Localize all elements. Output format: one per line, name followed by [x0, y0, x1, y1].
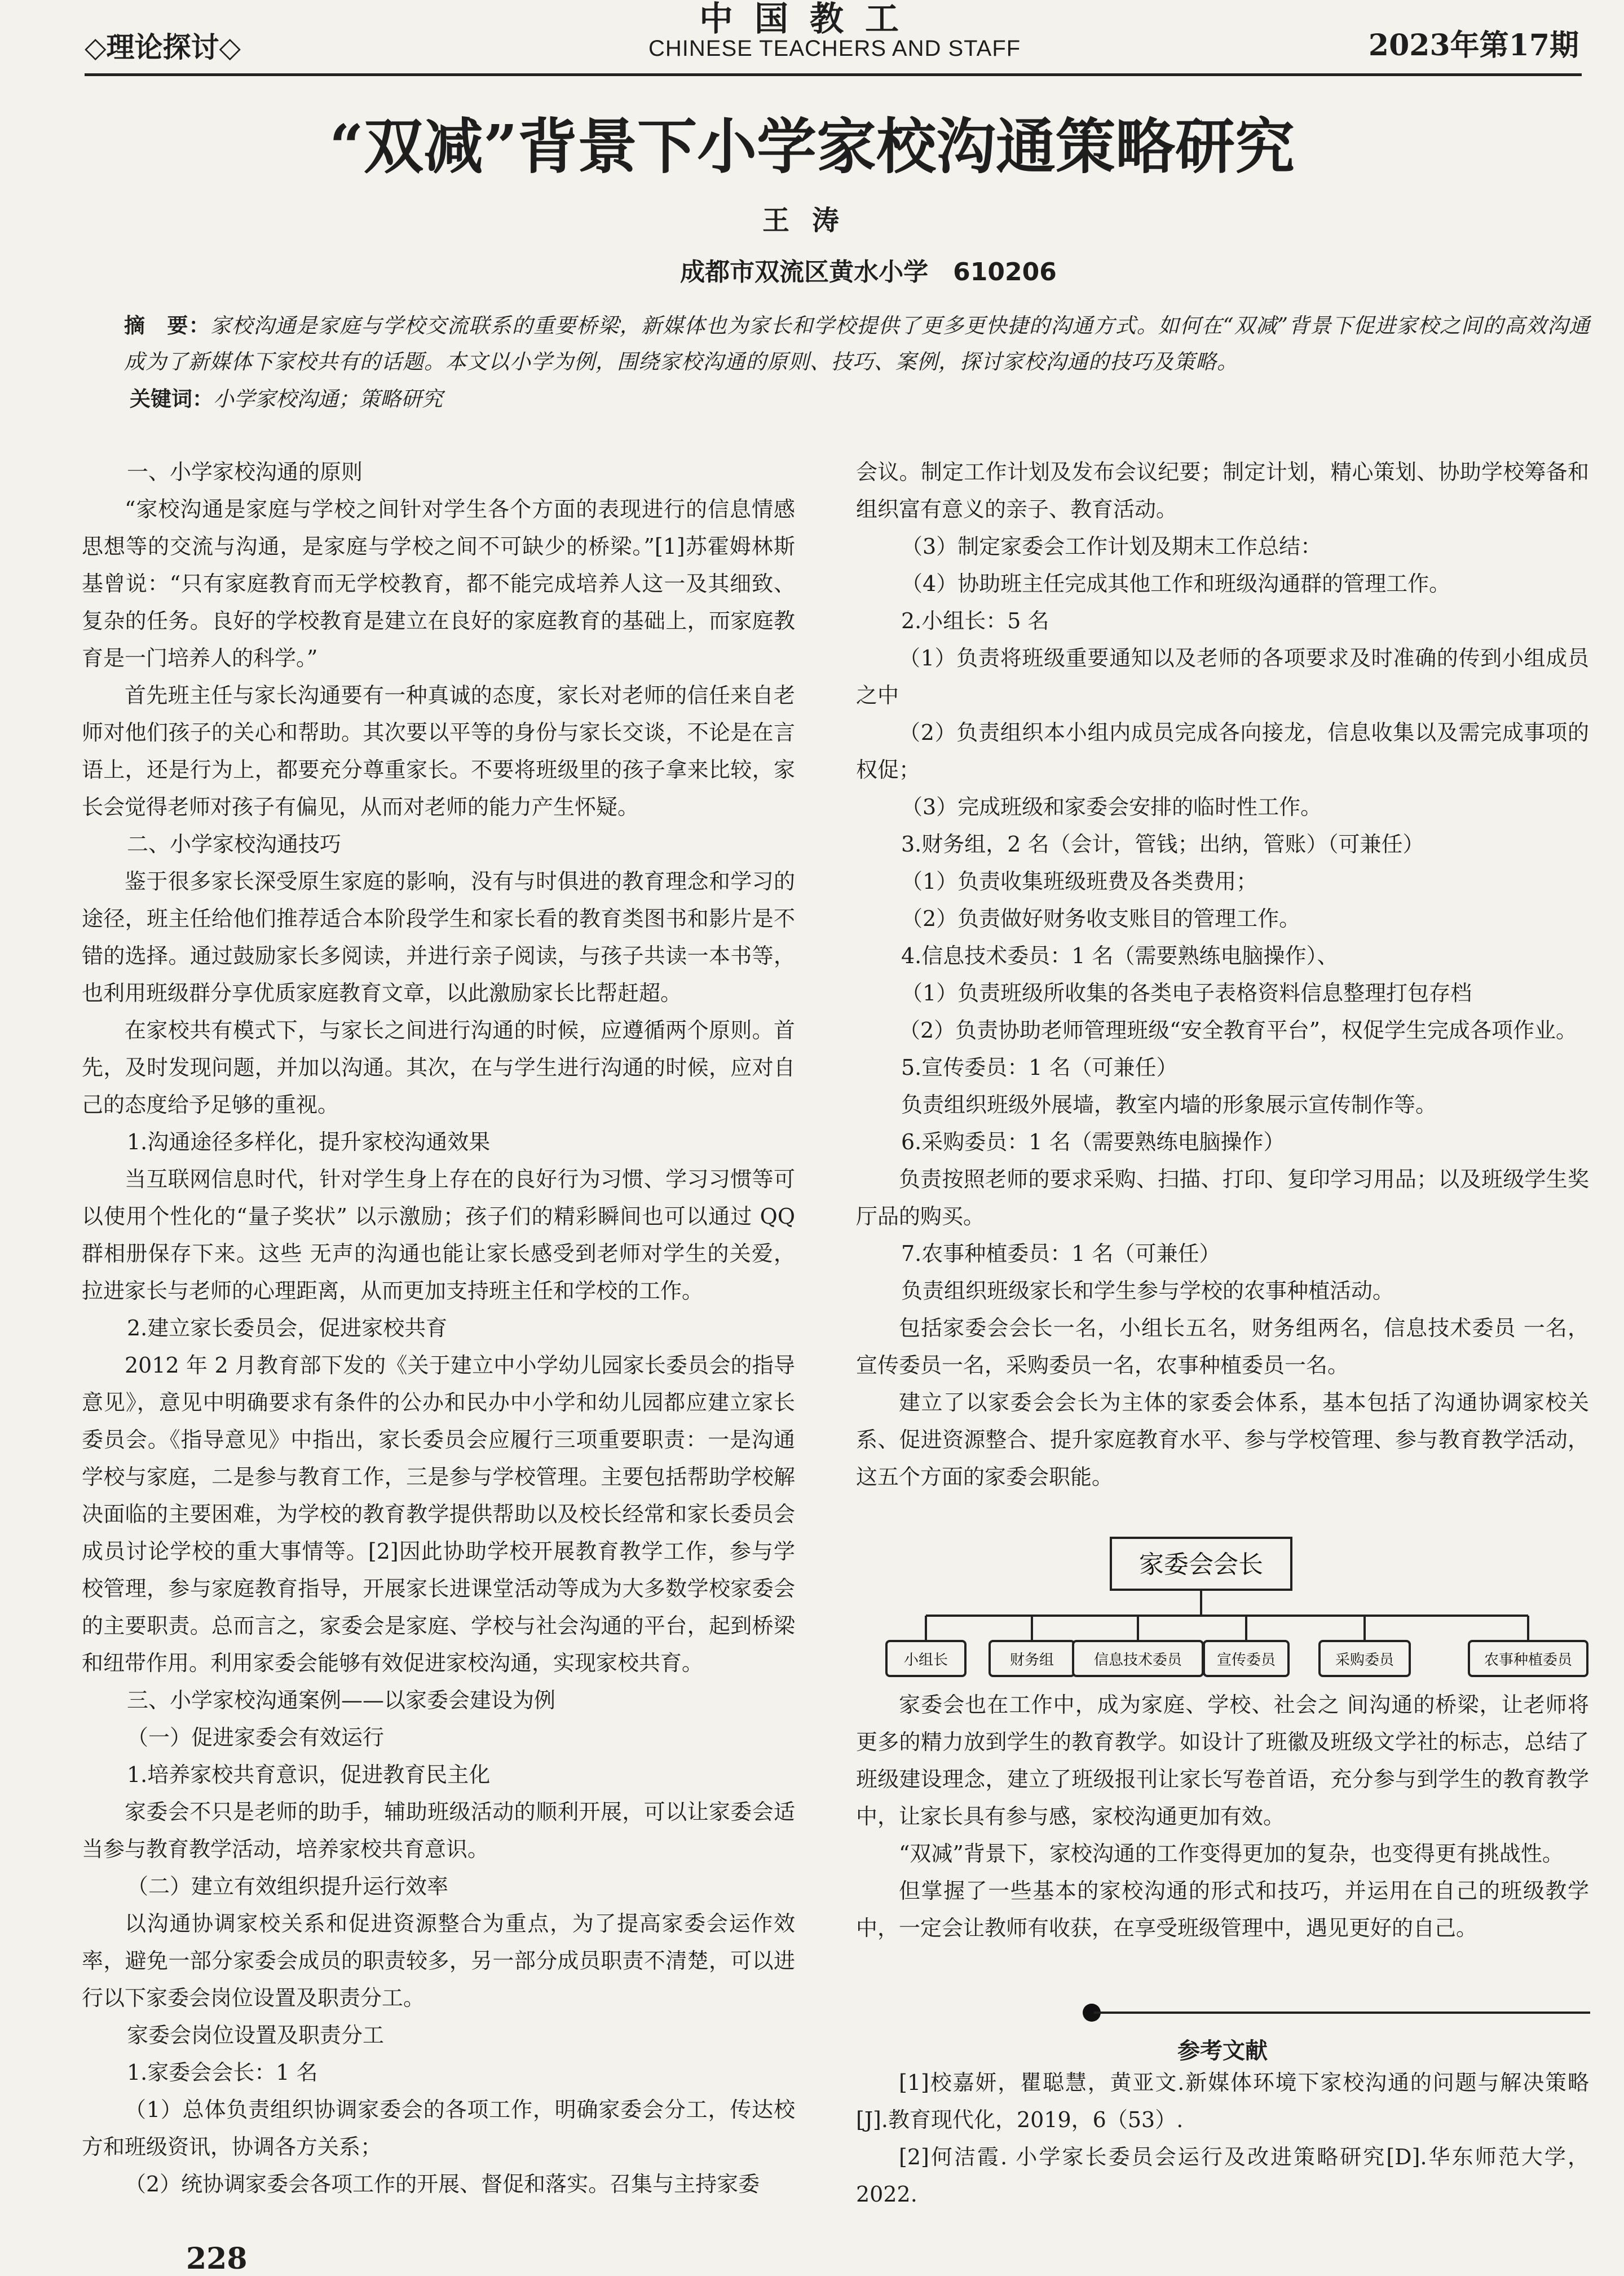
journal-english-name: CHINESE TEACHERS AND STAFF [648, 36, 1021, 61]
org-root-label: 家委会会长 [1139, 1550, 1263, 1579]
right-column-item: 负责组织班级家长和学生参与学校的农事种植活动。 [901, 1278, 1394, 1303]
article-title: “双减”背景下小学家校沟通策略研究 [329, 111, 1295, 182]
org-child-label: 宣传委员 [1216, 1652, 1276, 1669]
right-column-paragraph: 会议。制定工作计划及发布会议纪要；制定计划，精心策划、协助学校筹备和组织富有意义的亲子、教育活动。 [856, 460, 1589, 522]
org-chart [880, 1537, 1590, 1683]
right-column-item: （2）负责做好财务收支账目的管理工作。 [901, 906, 1301, 931]
left-column-paragraph: 鉴于很多家长深受原生家庭的影响，没有与时俱进的教育理念和学习的途径，班主任给他们推荐适合本阶段学生和家长看的教育类图书和影片是不错的选择。通过鼓励家长多阅读，并进行亲子阅读，与孩子共读一本书等，也利用班级群分享优质家庭教育文章，以此激励家长比帮赶超。 [82, 869, 795, 1005]
org-child-label: 小组长 [903, 1652, 948, 1669]
right-column-item: （1）负责班级所收集的各类电子表格资料信息整理打包存档 [901, 981, 1472, 1005]
left-column-paragraph: 在家校共有模式下，与家长之间进行沟通的时候，应遵循两个原则。首先，及时发现问题，并加以沟通。其次，在与学生进行沟通的时候，应对自己的态度给予足够的重视。 [82, 1018, 795, 1117]
left-column-heading: 1.沟通途径多样化，提升家校沟通效果 [127, 1130, 491, 1154]
left-column-heading: （一）促进家委会有效运行 [127, 1725, 385, 1750]
left-column-heading: （二）建立有效组织提升运行效率 [127, 1874, 449, 1899]
left-column-paragraph: 以沟通协调家校关系和促进资源整合为重点，为了提高家委会运作效率，避免一部分家委会成员的职责较多，另一部分成员职责不清楚，可以进行以下家委会岗位设置及职责分工。 [82, 1911, 795, 2010]
right-column-paragraph: 包括家委会会长一名，小组长五名，财务组两名，信息技术委员 一名，宣传委员一名，采购委员一名，农事种植委员一名。 [856, 1316, 1589, 1378]
header-rule [85, 73, 1582, 76]
reference-item: [2]何洁霞. 小学家长委员会运行及改进策略研究[D].华东师范大学，2022. [856, 2145, 1589, 2207]
right-column-item: 5.宣传委员：1 名（可兼任） [901, 1055, 1178, 1080]
right-column-paragraph: 建立了以家委会会长为主体的家委会体系，基本包括了沟通协调家校关系、促进资源整合、提升家庭教育水平、参与学校管理、参与教育教学活动，这五个方面的家委会职能。 [856, 1390, 1589, 1489]
org-chart-svg [880, 1537, 1590, 1683]
org-child-label: 农事种植委员 [1484, 1652, 1573, 1669]
org-child-label: 信息技术委员 [1093, 1652, 1182, 1669]
left-column-paragraph: “家校沟通是家庭与学校之间针对学生各个方面的表现进行的信息情感思想等的交流与沟通，是家庭与学校之间不可缺少的桥梁。”[1]苏霍姆林斯基曾说：“只有家庭教育而无学校教育，都不能完成培养人这一及其细致、复杂的任务。良好的学校教育是建立在良好的家庭教育的基础上，而家庭教育是一门培养人的科学。” [82, 497, 795, 671]
right-column-paragraph: （1）负责将班级重要通知以及老师的各项要求及时准确的传到小组成员之中 [856, 646, 1589, 708]
page-number: 228 [186, 2242, 248, 2276]
abstract-label: 摘 要： [124, 313, 210, 338]
author-affiliation: 成都市双流区黄水小学 610206 [680, 258, 1057, 286]
org-child-label: 财务组 [1009, 1652, 1054, 1669]
keywords [130, 381, 1590, 417]
left-column-item: 家委会岗位设置及职责分工 [127, 2023, 385, 2048]
right-column-item: （1）负责收集班级班费及各类费用； [901, 869, 1258, 894]
right-column-after-paragraph: “双减”背景下，家校沟通的工作变得更加的复杂，也变得更有挑战性。 [899, 1841, 1564, 1866]
section-label: ◇理论探讨◇ [85, 30, 241, 64]
keywords-label: 关键词： [130, 386, 213, 411]
left-column-heading: 三、小学家校沟通案例——以家委会建设为例 [127, 1688, 556, 1713]
right-column-item: 负责组织班级外展墙，教室内墙的形象展示宣传制作等。 [901, 1092, 1437, 1117]
right-column-after-paragraph: 但掌握了一些基本的家校沟通的形式和技巧，并运用在自己的班级教学中，一定会让教师有收获，在享受班级管理中，遇见更好的自己。 [856, 1878, 1589, 1940]
right-column-item: 2.小组长：5 名 [901, 608, 1049, 633]
abstract-text: 家校沟通是家庭与学校交流联系的重要桥梁，新媒体也为家长和学校提供了更多更快捷的沟通方式。如何在“双减”背景下促进家校之间的高效沟通成为了新媒体下家校共有的话题。本文以小学为例，围绕家校沟通的原则、技巧、案例，探讨家校沟通的技巧及策略。 [124, 314, 1591, 374]
references-list [856, 2064, 1589, 2213]
reference-rule [1094, 2012, 1590, 2014]
left-column [82, 453, 795, 2203]
left-column-heading: 1.培养家校共育意识，促进教育民主化 [127, 1762, 491, 1787]
reference-item: [1]校嘉妍，瞿聪慧，黄亚文.新媒体环境下家校沟通的问题与解决策略[J].教育现代化，2019，6（53）. [856, 2070, 1589, 2132]
right-column [856, 453, 1589, 1496]
left-column-item: 1.家委会会长：1 名 [127, 2060, 318, 2085]
left-column-paragraph: （2）统协调家委会各项工作的开展、督促和落实。召集与主持家委 [125, 2172, 760, 2196]
issue-number: 2023年第17期 [1368, 28, 1579, 63]
left-column-heading: 2.建立家长委员会，促进家校共育 [127, 1316, 448, 1340]
left-column-heading: 一、小学家校沟通的原则 [127, 460, 363, 484]
right-column-after-paragraph: 家委会也在工作中，成为家庭、学校、社会之 间沟通的桥梁，让老师将更多的精力放到学生的教育教学。如设计了班徽及班级文学社的标志，总结了班级建设理念，建立了班级报刊让家长写卷首语，充分参与到学生的教育教学中，让家长具有参与感，家校沟通更加有效。 [856, 1692, 1589, 1829]
left-column-paragraph: 首先班主任与家长沟通要有一种真诚的态度，家长对老师的信任来自老师对他们孩子的关心和帮助。其次要以平等的身份与家长交谈，不论是在言语上，还是行为上，都要充分尊重家长。不要将班级里的孩子拿来比较，家长会觉得老师对孩子有偏见，从而对老师的能力产生怀疑。 [82, 683, 795, 819]
left-column-paragraph: 2012 年 2 月教育部下发的《关于建立中小学幼儿园家长委员会的指导意见》，意见中明确要求有条件的公办和民办中小学和幼儿园都应建立家长委员会。《指导意见》中指出，家长委员会应履行三项重要职责：一是沟通学校与家庭，二是参与教育工作，三是参与学校管理。主要包括帮助学校解决面临的主要困难，为学校的教育教学提供帮助以及校长经常和家长委员会成员讨论学校的重大事情等。[2]因此协助学校开展教育教学工作，参与学校管理，参与家庭教育指导，开展家长进课堂活动等成为大多数学校家委会的主要职责。总而言之，家委会是家庭、学校与社会沟通的平台，起到桥梁和纽带作用。利用家委会能够有效促进家校沟通，实现家校共育。 [82, 1353, 795, 1675]
right-column-item: 4.信息技术委员：1 名（需要熟练电脑操作）、 [901, 943, 1339, 968]
right-column-paragraph: （2）负责组织本小组内成员完成各向接龙，信息收集以及需完成事项的权促； [856, 720, 1589, 782]
journal-logo: 中国教工 [699, 0, 920, 39]
right-column-item: 6.采购委员：1 名（需要熟练电脑操作） [901, 1130, 1285, 1154]
right-column-paragraph: （2）负责协助老师管理班级“安全教育平台”，权促学生完成各项作业。 [899, 1018, 1578, 1043]
right-column-item: （4）协助班主任完成其他工作和班级沟通群的管理工作。 [901, 571, 1451, 596]
author-name: 王涛 [762, 205, 862, 236]
left-column-paragraph: （1）总体负责组织协调家委会的各项工作，明确家委会分工，传达校方和班级资讯，协调各方关系； [82, 2097, 795, 2159]
right-column-item: 3.财务组，2 名（会计，管钱；出纳，管账）（可兼任） [901, 832, 1424, 857]
left-column-paragraph: 当互联网信息时代，针对学生身上存在的良好行为习惯、学习习惯等可以使用个性化的“量子奖状” 以示激励；孩子们的精彩瞬间也可以通过 QQ 群相册保存下来。这些 无声的沟通也能让家长感受到老师对学生的关爱，拉进家长与老师的心理距离，从而更加支持班主任和学校的工作。 [82, 1167, 795, 1303]
right-column-item: （3）完成班级和家委会安排的临时性工作。 [901, 795, 1322, 819]
right-column-item: （3）制定家委会工作计划及期末工作总结： [901, 534, 1322, 559]
left-column-heading: 二、小学家校沟通技巧 [127, 832, 342, 857]
right-column-after-chart [856, 1686, 1589, 1947]
references-title: 参考文献 [1177, 2037, 1268, 2064]
org-children [886, 1616, 1587, 1676]
keywords-text: 小学家校沟通；策略研究 [213, 387, 443, 411]
right-column-paragraph: 负责按照老师的要求采购、扫描、打印、复印学习用品；以及班级学生奖厅品的购买。 [856, 1167, 1589, 1229]
abstract [124, 307, 1590, 380]
org-child-label: 采购委员 [1335, 1652, 1394, 1669]
right-column-item: 7.农事种植委员：1 名（可兼任） [901, 1241, 1221, 1266]
left-column-paragraph: 家委会不只是老师的助手，辅助班级活动的顺利开展，可以让家委会适当参与教育教学活动，培养家校共育意识。 [82, 1799, 795, 1862]
